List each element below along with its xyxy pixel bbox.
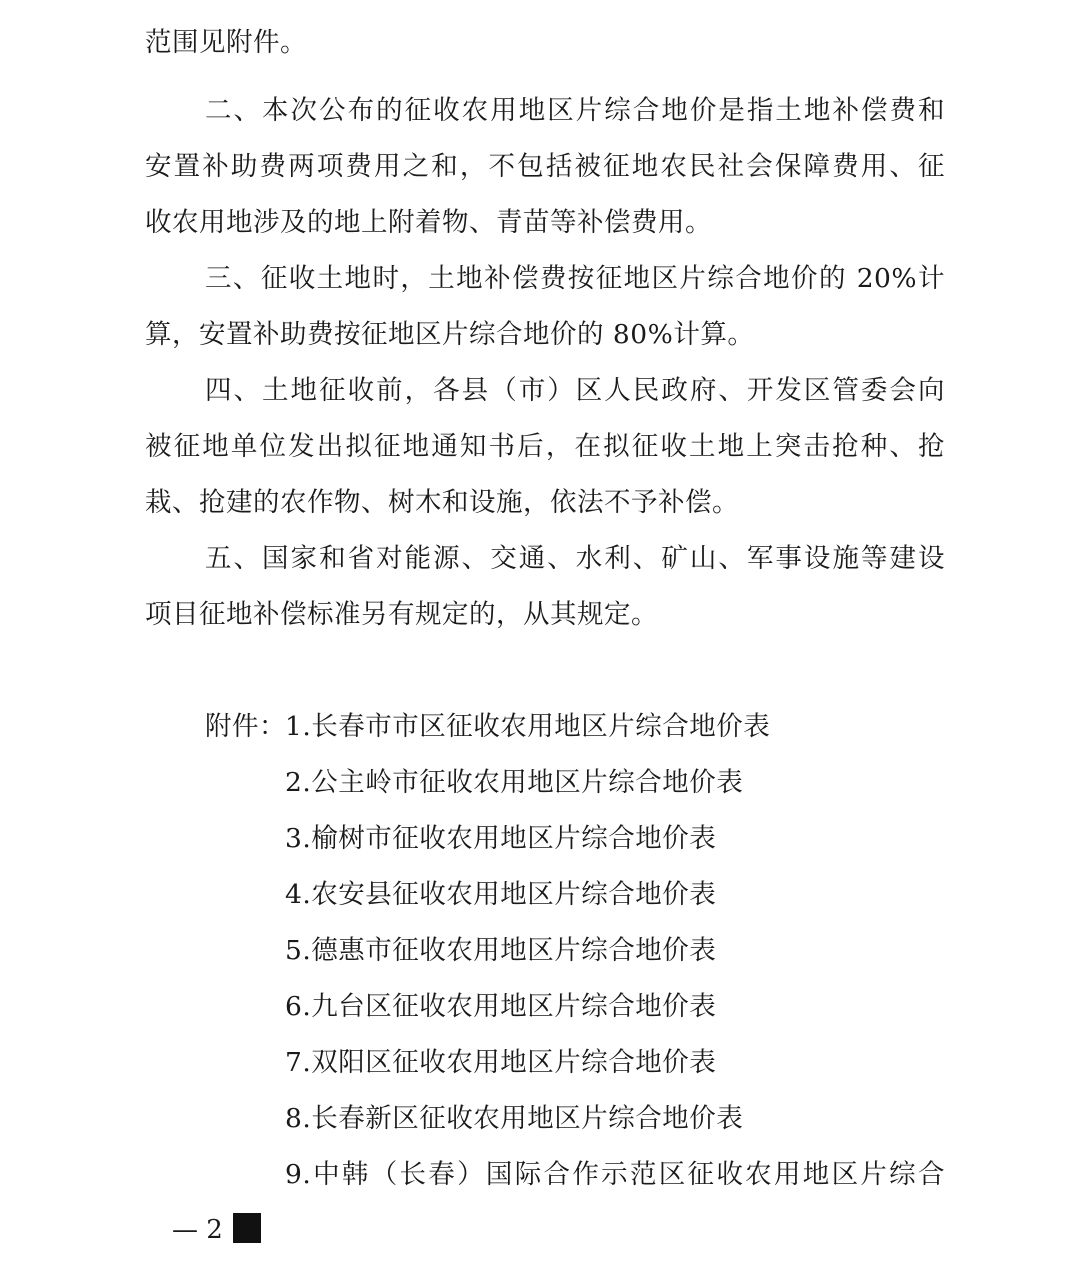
page-number: — 2	[172, 1215, 223, 1245]
paragraph-line: 三、征收土地时，土地补偿费按征地区片综合地价的 20%计	[205, 263, 945, 294]
attachment-item: 2.公主岭市征收农用地区片综合地价表	[285, 767, 744, 798]
attachment-item: 9.中韩（长春）国际合作示范区征收农用地区片综合	[285, 1159, 945, 1190]
paragraph-line: 范围见附件。	[145, 27, 307, 58]
paragraph-line: 四、土地征收前，各县（市）区人民政府、开发区管委会向	[205, 375, 945, 406]
attachment-item: 6.九台区征收农用地区片综合地价表	[285, 991, 717, 1022]
paragraph-line: 被征地单位发出拟征地通知书后，在拟征收土地上突击抢种、抢	[145, 431, 945, 462]
attachment-item: 8.长春新区征收农用地区片综合地价表	[285, 1103, 744, 1134]
paragraph-line: 安置补助费两项费用之和，不包括被征地农民社会保障费用、征	[145, 151, 945, 182]
attachment-item: 7.双阳区征收农用地区片综合地价表	[285, 1047, 717, 1078]
attachment-item: 5.德惠市征收农用地区片综合地价表	[285, 935, 717, 966]
attachment-item: 1.长春市市区征收农用地区片综合地价表	[285, 711, 771, 742]
paragraph-line: 栽、抢建的农作物、树木和设施，依法不予补偿。	[145, 487, 739, 518]
paragraph-line: 算，安置补助费按征地区片综合地价的 80%计算。	[145, 319, 755, 350]
redaction-block	[233, 1213, 261, 1243]
paragraph-line: 五、国家和省对能源、交通、水利、矿山、军事设施等建设	[205, 543, 945, 574]
paragraph-line: 收农用地涉及的地上附着物、青苗等补偿费用。	[145, 207, 712, 238]
paragraph-line: 二、本次公布的征收农用地区片综合地价是指土地补偿费和	[205, 95, 945, 126]
paragraph-line: 项目征地补偿标准另有规定的，从其规定。	[145, 599, 658, 630]
attachments-label: 附件：	[205, 711, 286, 742]
attachment-item: 3.榆树市征收农用地区片综合地价表	[285, 823, 717, 854]
attachment-item: 4.农安县征收农用地区片综合地价表	[285, 879, 717, 910]
